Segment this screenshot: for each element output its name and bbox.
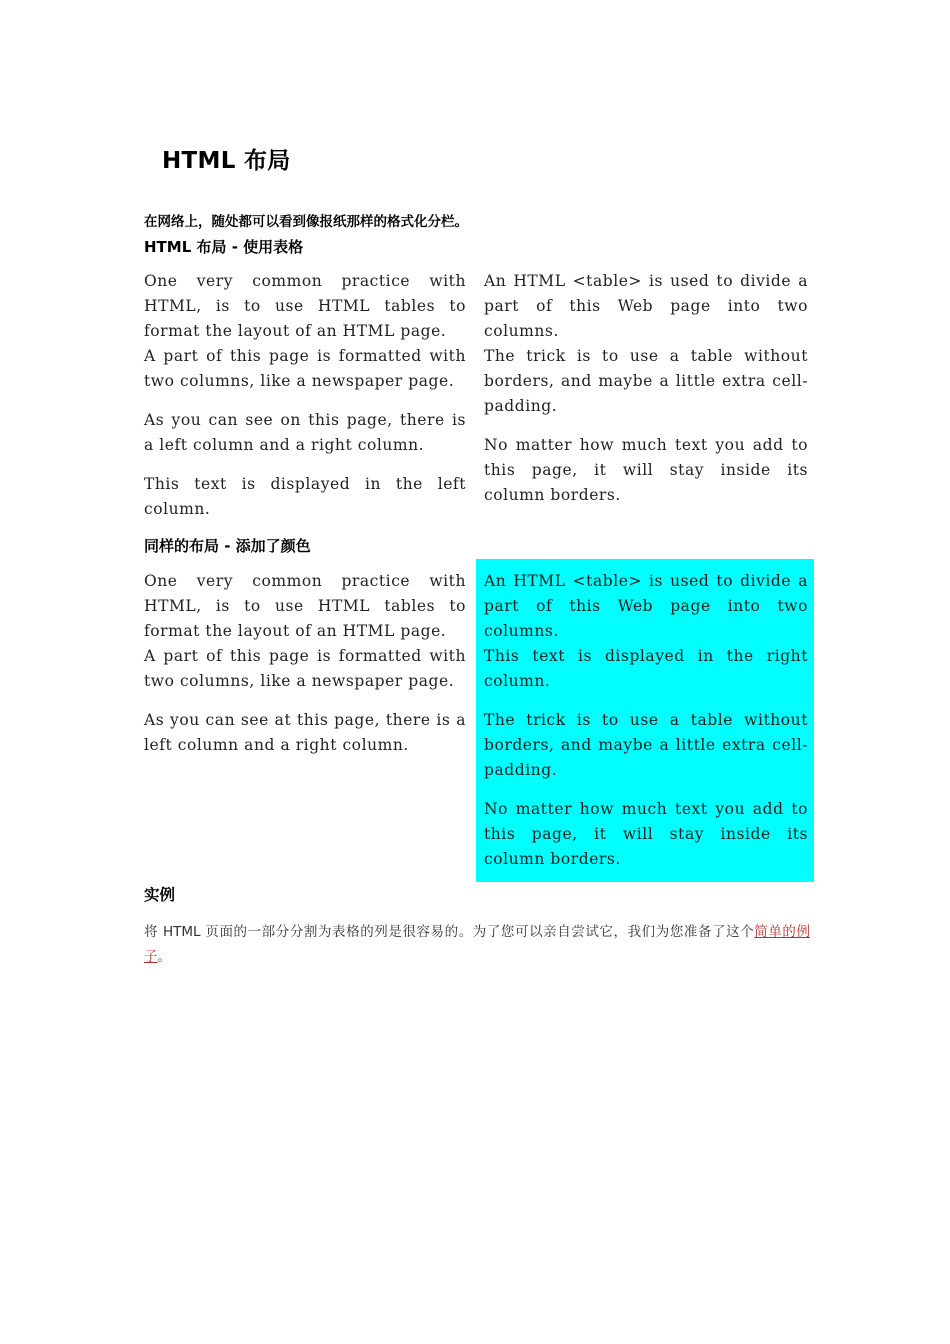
section2-right-column-colored xyxy=(476,559,814,882)
paragraph xyxy=(144,569,466,694)
text-line: One very common practice with HTML, is to use HTML tables to format the layout of an HTML page. xyxy=(144,272,466,340)
section2-table xyxy=(144,559,814,882)
paragraph xyxy=(484,569,808,694)
paragraph: The trick is to use a table without borders, and maybe a little extra cell-padding. xyxy=(484,711,808,779)
section2-left-column xyxy=(144,559,476,758)
paragraph: This text is displayed in the left column. xyxy=(144,475,466,518)
page-title: HTML 布局 xyxy=(162,148,291,174)
text-line: This text is displayed in the right column. xyxy=(484,647,808,690)
paragraph xyxy=(144,269,466,394)
example-title: 实例 xyxy=(144,886,176,904)
section1-table xyxy=(144,269,814,522)
section1-left-column xyxy=(144,269,476,522)
paragraph: As you can see on this page, there is a left column and a right column. xyxy=(144,411,466,454)
text-line: A part of this page is formatted with two columns, like a newspaper page. xyxy=(144,647,466,690)
example-sentence: 将 HTML 页面的一部分分割为表格的列是很容易的。为了您可以亲自尝试它，我们为您准备了这个 xyxy=(144,924,755,940)
paragraph xyxy=(484,269,808,419)
section1-title: HTML 布局 - 使用表格 xyxy=(144,238,304,256)
intro-text: 在网络上，随处都可以看到像报纸那样的格式化分栏。 xyxy=(144,214,468,230)
paragraph: No matter how much text you add to this page, it will stay inside its column borders. xyxy=(484,436,808,504)
text-line: A part of this page is formatted with two columns, like a newspaper page. xyxy=(144,347,466,390)
paragraph: As you can see at this page, there is a left column and a right column. xyxy=(144,711,466,754)
text-line: The trick is to use a table without borders, and maybe a little extra cell-padding. xyxy=(484,347,808,415)
text-line: An HTML <table> is used to divide a part of this Web page into two columns. xyxy=(484,272,808,340)
example-text xyxy=(144,920,810,970)
simple-example-link[interactable]: 简单的例子 xyxy=(144,924,811,965)
section1-right-column xyxy=(476,269,814,522)
example-end: 。 xyxy=(157,949,171,965)
text-line: One very common practice with HTML, is to use HTML tables to format the layout of an HTML page. xyxy=(144,572,466,640)
text-line: An HTML <table> is used to divide a part of this Web page into two columns. xyxy=(484,572,808,640)
paragraph: No matter how much text you add to this page, it will stay inside its column borders. xyxy=(484,800,808,868)
section2-title: 同样的布局 - 添加了颜色 xyxy=(144,537,311,555)
